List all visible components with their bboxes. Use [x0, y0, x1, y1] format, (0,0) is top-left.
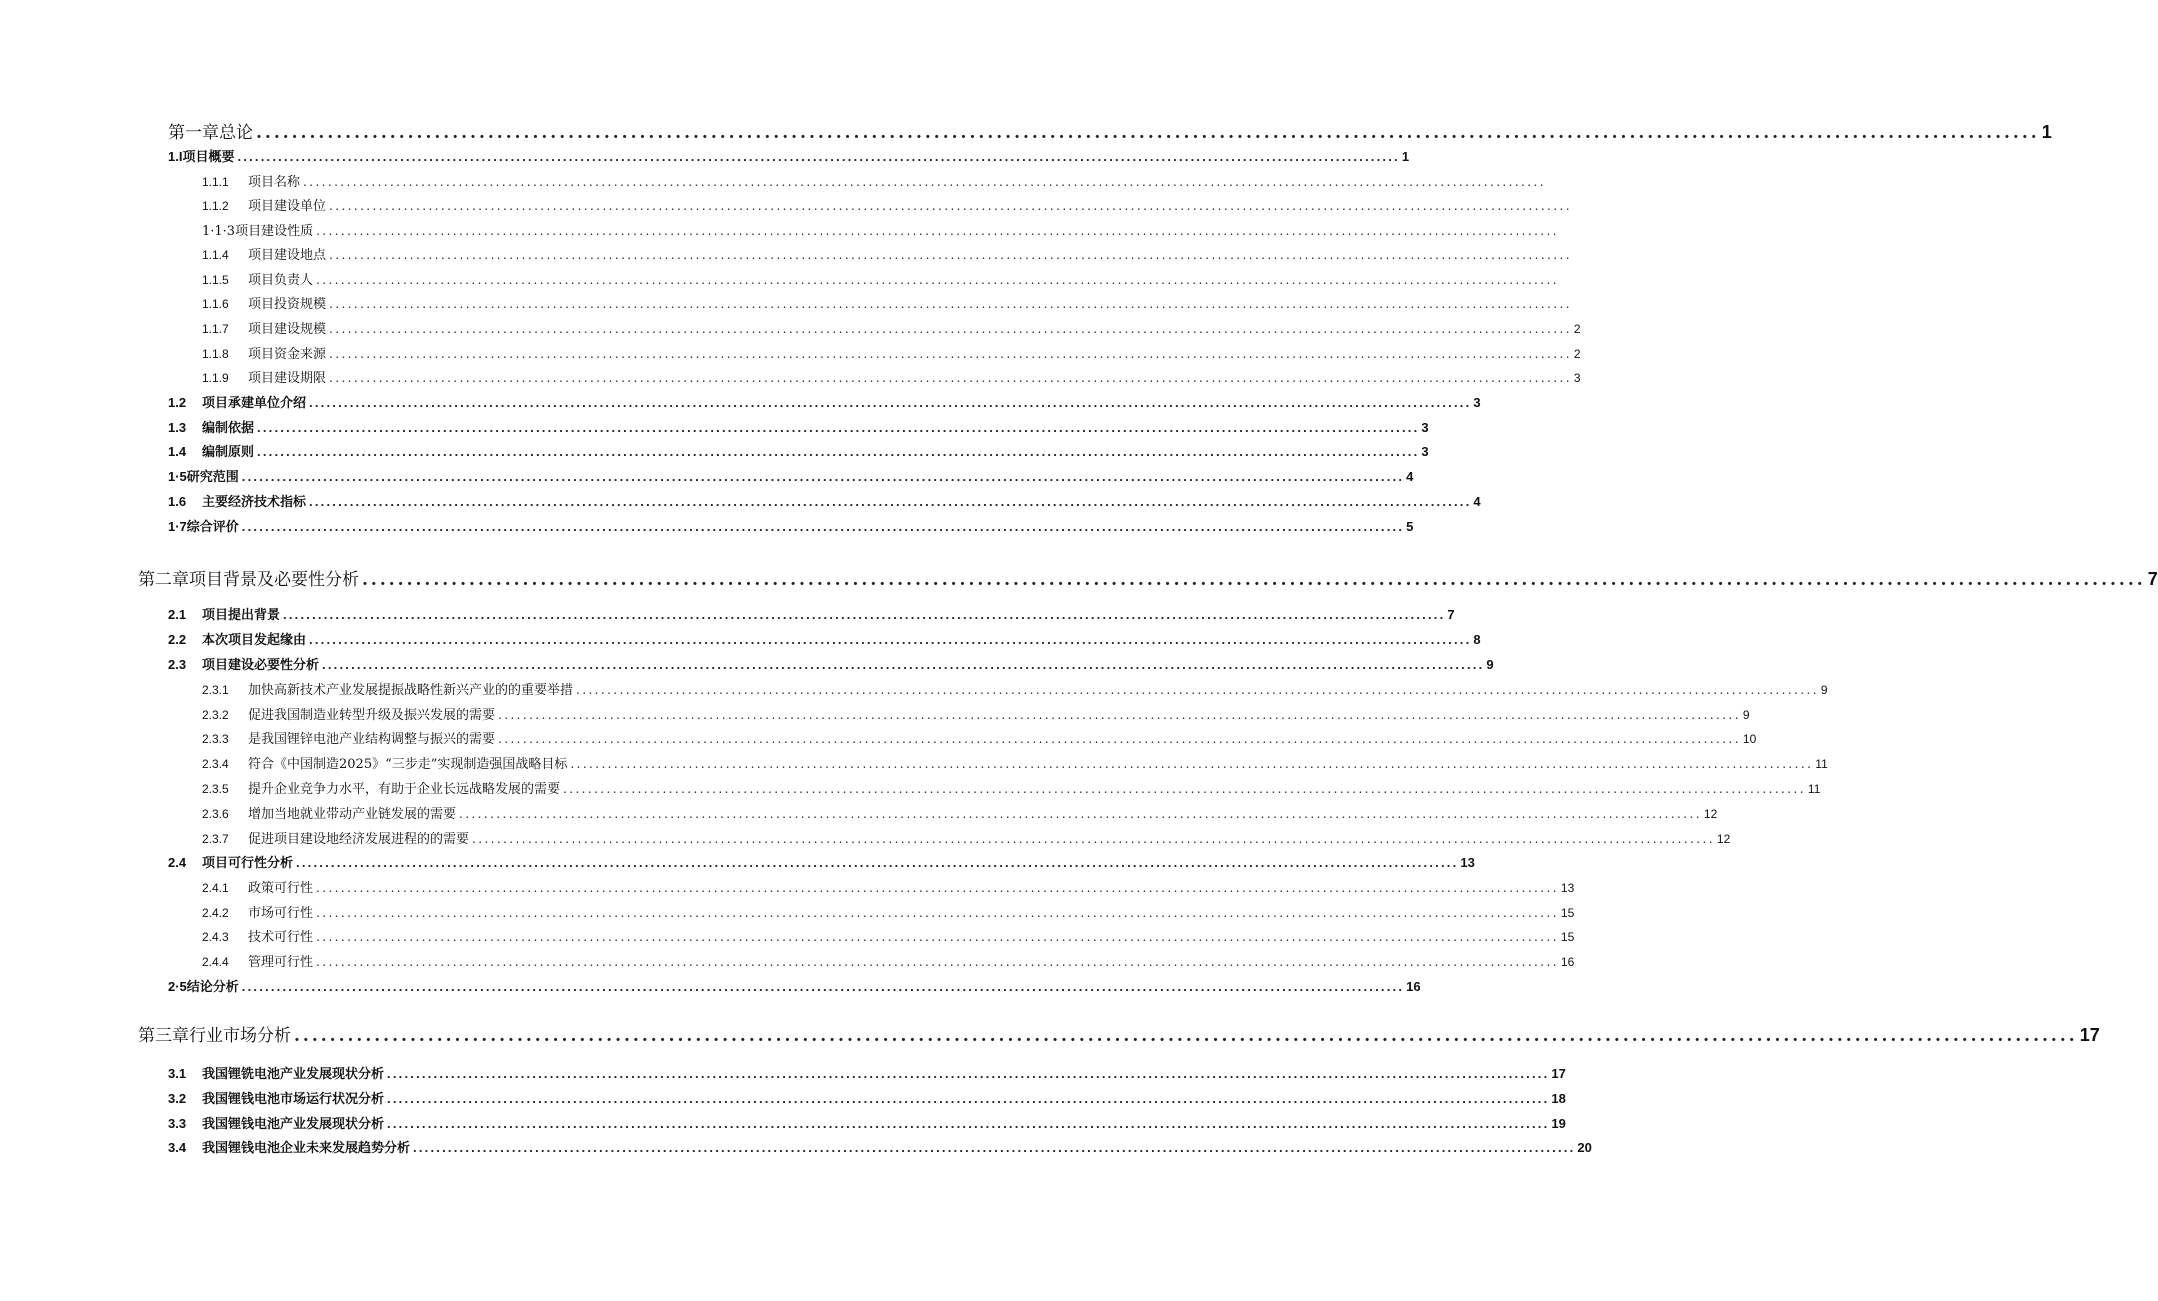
- toc-entry-title: 项目承建单位介绍: [202, 395, 307, 410]
- toc-entry-title: 第一章总论: [168, 123, 253, 143]
- toc-page-number: 20: [1577, 1140, 1592, 1155]
- toc-entry-title: 编制依据: [202, 420, 255, 435]
- toc-dot-leader: ........................................................................................................................................................................................................: [309, 395, 1472, 410]
- toc-entry-label: [202, 902, 313, 921]
- toc-dot-leader: ........................................................................................................................................................................................................: [237, 149, 1400, 164]
- toc-entry-label: [202, 269, 313, 288]
- toc-dot-leader: ........................................................................................................................................................................................................: [387, 1116, 1550, 1131]
- toc-entry-sub[interactable]: [202, 704, 1750, 723]
- toc-entry-sub[interactable]: [202, 343, 1581, 362]
- toc-dot-leader: ........................................................................................................................................................................................................: [316, 955, 1559, 969]
- toc-entry-title: 促进我国制造业转型升级及振兴发展的需要: [248, 708, 496, 723]
- toc-page-number: 3: [1421, 444, 1429, 459]
- toc-entry-label: [168, 654, 319, 673]
- toc-entry-label: [202, 318, 326, 337]
- toc-entry-title: 提升企业竞争力水平，有助于企业长远战略发展的需要: [248, 782, 561, 797]
- toc-page-number: 18: [1551, 1091, 1566, 1106]
- toc-entry-title: 技术可行性: [248, 930, 314, 945]
- toc-entry-section[interactable]: [168, 1137, 1592, 1156]
- toc-entry-title: 加快高新技术产业发展提振战略性新兴产业的的重要举措: [248, 683, 574, 698]
- toc-entry-section[interactable]: [168, 852, 1475, 871]
- toc-entry-label: [168, 466, 239, 485]
- toc-entry-number: 2.3: [168, 657, 187, 672]
- toc-entry-title: 项目投资规模: [248, 297, 327, 312]
- toc-entry-number: 2.4.1: [202, 881, 229, 895]
- toc-entry-title: 我国锂钱电池企业未来发展趋势分析: [202, 1140, 411, 1155]
- toc-entry-section[interactable]: [168, 654, 1494, 673]
- toc-entry-title: 项目建设规模: [248, 322, 327, 337]
- toc-entry-label: [202, 171, 300, 190]
- toc-entry-label: [202, 244, 326, 263]
- toc-page-number: 13: [1460, 855, 1475, 870]
- toc-entry-sub[interactable]: [202, 828, 1731, 847]
- toc-dot-leader: ........................................................................................................................................................................................................: [303, 175, 1546, 189]
- toc-entry-title: 本次项目发起缘由: [202, 632, 307, 647]
- toc-entry-number: 2.4.4: [202, 955, 229, 969]
- toc-page-number: 15: [1560, 906, 1575, 920]
- toc-dot-leader: ........................................................................................................................................................................................................: [296, 855, 1459, 870]
- toc-entry-sub[interactable]: [202, 728, 1757, 747]
- toc-entry-label: [168, 441, 254, 460]
- toc-entry-title: 我国锂铣电池产业发展现状分析: [202, 1066, 385, 1081]
- toc-entry-number: 2.1: [168, 607, 187, 622]
- toc-entry-label: [202, 828, 469, 847]
- toc-entry-title: 我国锂钱电池市场运行状况分析: [202, 1091, 385, 1106]
- toc-dot-leader: ........................................................................................................................................................................................................: [387, 1066, 1550, 1081]
- toc-entry-number: 2.3.6: [202, 807, 229, 821]
- toc-page-number: 19: [1551, 1116, 1566, 1131]
- toc-entry-label: [168, 1113, 384, 1132]
- toc-dot-leader: ........................................................................................................................................................................................................: [283, 607, 1446, 622]
- toc-dot-leader: ........................................................................................................................................................................................................: [387, 1091, 1550, 1106]
- toc-entry-sub[interactable]: [202, 195, 1572, 214]
- toc-entry-title: 项目提出背景: [202, 607, 281, 622]
- toc-entry-label: [202, 343, 326, 362]
- toc-dot-leader: ........................................................................................................................................................................................................: [329, 347, 1572, 361]
- toc-dot-leader: ........................................................................................................................................................................................................: [257, 444, 1420, 459]
- toc-entry-label: [202, 679, 573, 698]
- toc-entry-number: 2.3.7: [202, 832, 229, 846]
- toc-entry-label: [168, 392, 306, 411]
- toc-entry-title: 项目建设地点: [248, 248, 327, 263]
- toc-entry-chapter[interactable]: [138, 565, 2158, 590]
- toc-entry-title: 2·5结论分析: [168, 979, 239, 994]
- toc-entry-title: 编制原则: [202, 444, 255, 459]
- toc-entry-number: 1.1.1: [202, 175, 229, 189]
- toc-entry-label: [168, 1137, 410, 1156]
- toc-entry-label: [202, 951, 313, 970]
- toc-entry-title: 项目负责人: [248, 273, 314, 288]
- toc-entry-label: [202, 778, 560, 797]
- toc-entry-label: [202, 753, 567, 772]
- toc-entry-number: 1.3: [168, 420, 187, 435]
- toc-entry-label: [168, 417, 254, 436]
- toc-page-number: 16: [1560, 955, 1575, 969]
- toc-dot-leader: ........................................................................................................................................................................................................: [309, 494, 1472, 509]
- toc-dot-leader: ........................................................................................................................................................................................................: [498, 732, 1741, 746]
- toc-entry-title: 项目名称: [248, 175, 301, 190]
- toc-page-number: 17: [2079, 1025, 2100, 1045]
- toc-entry-section[interactable]: [168, 516, 1414, 535]
- toc-entry-label: [168, 976, 239, 995]
- toc-entry-number: 2.2: [168, 632, 187, 647]
- toc-entry-section[interactable]: [168, 976, 1421, 995]
- toc-entry-section[interactable]: [168, 1113, 1566, 1132]
- toc-dot-leader: ........................................................................................................................................................................................................: [309, 632, 1472, 647]
- toc-entry-title: 1·7综合评价: [168, 519, 239, 534]
- toc-entry-chapter[interactable]: [138, 1021, 2100, 1046]
- toc-entry-section[interactable]: [168, 629, 1481, 648]
- toc-entry-number: 2.4.3: [202, 930, 229, 944]
- toc-dot-leader: ........................................................................................................................................................................................................: [241, 979, 1405, 994]
- toc-page-number: 13: [1560, 881, 1575, 895]
- toc-entry-section[interactable]: [168, 1088, 1566, 1107]
- toc-entry-title: 项目可行性分析: [202, 855, 294, 870]
- toc-entry-number: 3.3: [168, 1116, 187, 1131]
- toc-entry-sub[interactable]: [202, 318, 1581, 337]
- toc-entry-label: [168, 118, 253, 143]
- toc-entry-number: 3.4: [168, 1140, 187, 1155]
- toc-entry-label: [168, 604, 280, 623]
- toc-entry-sub[interactable]: [202, 926, 1575, 945]
- toc-entry-number: 1.1.9: [202, 371, 229, 385]
- toc-dot-leader: ........................................................................................................................................................................................................: [316, 881, 1559, 895]
- toc-entry-label: [202, 728, 495, 747]
- toc-entry-number: 2.4: [168, 855, 187, 870]
- toc-page-number: 7: [2147, 569, 2158, 589]
- toc-entry-number: 2.3.1: [202, 683, 229, 697]
- toc-entry-number: 3.2: [168, 1091, 187, 1106]
- toc-entry-label: [202, 877, 313, 896]
- toc-entry-section[interactable]: [168, 1063, 1566, 1082]
- toc-dot-leader: ........................................................................................................................................................................................................: [316, 273, 1559, 287]
- toc-entry-sub[interactable]: [202, 753, 1828, 772]
- toc-entry-chapter[interactable]: [168, 118, 2052, 143]
- toc-entry-section[interactable]: [168, 392, 1481, 411]
- toc-entry-label: [168, 491, 306, 510]
- toc-entry-number: 1.1.6: [202, 297, 229, 311]
- toc-entry-title: 1·1·3项目建设性质: [202, 224, 314, 239]
- toc-entry-number: 1.1.5: [202, 273, 229, 287]
- toc-page-number: 8: [1473, 632, 1481, 647]
- toc-entry-sub[interactable]: [202, 902, 1575, 921]
- toc-page-number: 15: [1560, 930, 1575, 944]
- toc-entry-label: [202, 803, 456, 822]
- toc-page-number: 10: [1742, 732, 1757, 746]
- toc-dot-leader: ........................................................................................................................................................................................................: [241, 519, 1405, 534]
- toc-dot-leader: ........................................................................................................................................................................................................: [498, 708, 1741, 722]
- toc-entry-number: 2.3.3: [202, 732, 229, 746]
- toc-page-number: 5: [1406, 519, 1414, 534]
- toc-dot-leader: ........................................................................................................................................................................................................: [576, 683, 1819, 697]
- toc-entry-label: [168, 146, 234, 165]
- toc-entry-label: [202, 220, 313, 239]
- toc-entry-number: 2.3.4: [202, 757, 229, 771]
- toc-entry-title: 项目资金来源: [248, 347, 327, 362]
- toc-entry-sub[interactable]: [202, 269, 1559, 288]
- toc-entry-label: [168, 852, 293, 871]
- toc-entry-sub[interactable]: [202, 803, 1718, 822]
- toc-entry-label: [202, 293, 326, 312]
- toc-page-number: 9: [1486, 657, 1494, 672]
- toc-page-number: 3: [1573, 371, 1581, 385]
- toc-entry-label: [168, 516, 239, 535]
- toc-entry-title: 政策可行性: [248, 881, 314, 896]
- toc-entry-title: 主要经济技术指标: [202, 494, 307, 509]
- toc-page-number: 16: [1406, 979, 1421, 994]
- toc-page-number: 17: [1551, 1066, 1566, 1081]
- toc-entry-number: 1.2: [168, 395, 187, 410]
- toc-dot-leader: ........................................................................................................................................................................................................: [322, 657, 1485, 672]
- toc-entry-label: [138, 1021, 291, 1046]
- toc-page-number: 1: [1401, 149, 1410, 164]
- toc-entry-sub[interactable]: [202, 244, 1572, 263]
- toc-entry-title: 项目建设单位: [248, 199, 327, 214]
- toc-entry-number: 2.3.2: [202, 708, 229, 722]
- toc-dot-leader: ........................................................................................................................................................................................................: [570, 757, 1814, 771]
- toc-dot-leader: ........................................................................................................................................................................................................: [329, 199, 1572, 213]
- toc-entry-sub[interactable]: [202, 367, 1581, 386]
- toc-dot-leader: ........................................................................................................................................................................................................: [459, 807, 1702, 821]
- toc-dot-leader: ........................................................................................................................................................................................................: [329, 322, 1572, 336]
- toc-entry-sub[interactable]: [202, 778, 1821, 797]
- toc-entry-section[interactable]: [168, 491, 1481, 510]
- toc-entry-title: 项目建设期限: [248, 371, 327, 386]
- toc-dot-leader: ........................................................................................................................................................................................................: [256, 123, 2040, 143]
- toc-entry-label: [168, 629, 306, 648]
- toc-entry-section[interactable]: [168, 146, 1410, 165]
- toc-dot-leader: ........................................................................................................................................................................................................: [257, 420, 1420, 435]
- toc-entry-label: [202, 195, 326, 214]
- toc-entry-label: [138, 565, 359, 590]
- toc-page-number: 12: [1716, 832, 1731, 846]
- toc-entry-label: [202, 926, 313, 945]
- toc-entry-title: 是我国锂锌电池产业结构调整与振兴的需要: [248, 732, 496, 747]
- toc-page-number: 4: [1473, 494, 1481, 509]
- toc-dot-leader: ........................................................................................................................................................................................................: [241, 469, 1405, 484]
- toc-dot-leader: ........................................................................................................................................................................................................: [329, 248, 1572, 262]
- toc-page-number: 9: [1742, 708, 1750, 722]
- toc-entry-title: 1·5研究范围: [168, 469, 239, 484]
- toc-entry-title: 促进项目建设地经济发展进程的的需要: [248, 832, 470, 847]
- toc-page-number: 11: [1815, 757, 1828, 771]
- toc-dot-leader: ........................................................................................................................................................................................................: [294, 1026, 2078, 1046]
- toc-entry-number: 2.4.2: [202, 906, 229, 920]
- toc-entry-sub[interactable]: [202, 293, 1572, 312]
- toc-entry-number: 1.4: [168, 444, 187, 459]
- toc-dot-leader: ........................................................................................................................................................................................................: [362, 570, 2146, 590]
- toc-entry-number: 1.1.7: [202, 322, 229, 336]
- toc-entry-number: 1.1.2: [202, 199, 229, 213]
- toc-dot-leader: ........................................................................................................................................................................................................: [329, 297, 1572, 311]
- toc-page-number: 11: [1807, 782, 1821, 796]
- toc-entry-section[interactable]: [168, 417, 1429, 436]
- toc-entry-sub[interactable]: [202, 171, 1546, 190]
- toc-entry-sub[interactable]: [202, 220, 1559, 239]
- toc-page-number: 2: [1573, 347, 1581, 361]
- toc-entry-number: 1.1.4: [202, 248, 229, 262]
- toc-entry-label: [168, 1063, 384, 1082]
- toc-entry-title: 市场可行性: [248, 906, 314, 921]
- toc-entry-title: 第三章行业市场分析: [138, 1026, 291, 1046]
- toc-entry-section[interactable]: [168, 466, 1414, 485]
- toc-entry-title: 项目建设必要性分析: [202, 657, 320, 672]
- toc-page-number: 3: [1473, 395, 1481, 410]
- toc-entry-title: 我国锂钱电池产业发展现状分析: [202, 1116, 385, 1131]
- toc-entry-number: 2.3.5: [202, 782, 229, 796]
- toc-entry-number: 1.1.8: [202, 347, 229, 361]
- toc-entry-title: 第二章项目背景及必要性分析: [138, 570, 359, 590]
- toc-dot-leader: ........................................................................................................................................................................................................: [329, 371, 1572, 385]
- toc-entry-label: [168, 1088, 384, 1107]
- toc-entry-title: 管理可行性: [248, 955, 314, 970]
- toc-page-number: 3: [1421, 420, 1429, 435]
- toc-entry-sub[interactable]: [202, 877, 1575, 896]
- toc-page-number: 12: [1703, 807, 1718, 821]
- toc-page-number: 7: [1447, 607, 1455, 622]
- toc-page-number: 2: [1573, 322, 1581, 336]
- toc-entry-section[interactable]: [168, 441, 1429, 460]
- toc-entry-section[interactable]: [168, 604, 1455, 623]
- toc-page-number: 1: [2041, 122, 2052, 142]
- toc-entry-title: 1.I项目概要: [168, 149, 235, 164]
- toc-dot-leader: ........................................................................................................................................................................................................: [563, 782, 1806, 796]
- toc-entry-title: 增加当地就业带动产业链发展的需要: [248, 807, 457, 822]
- toc-entry-number: 3.1: [168, 1066, 187, 1081]
- toc-entry-label: [202, 704, 495, 723]
- toc-dot-leader: ........................................................................................................................................................................................................: [316, 224, 1559, 238]
- toc-entry-number: 1.6: [168, 494, 187, 509]
- toc-dot-leader: ........................................................................................................................................................................................................: [316, 930, 1559, 944]
- toc-dot-leader: ........................................................................................................................................................................................................: [413, 1140, 1576, 1155]
- toc-entry-label: [202, 367, 326, 386]
- toc-entry-sub[interactable]: [202, 951, 1575, 970]
- toc-page-number: 4: [1406, 469, 1414, 484]
- toc-dot-leader: ........................................................................................................................................................................................................: [472, 832, 1715, 846]
- toc-entry-title: 符合《中国制造2025》“三步走”实现制造强国战略目标: [248, 757, 568, 772]
- toc-page-number: 9: [1820, 683, 1828, 697]
- toc-entry-sub[interactable]: [202, 679, 1828, 698]
- toc-dot-leader: ........................................................................................................................................................................................................: [316, 906, 1559, 920]
